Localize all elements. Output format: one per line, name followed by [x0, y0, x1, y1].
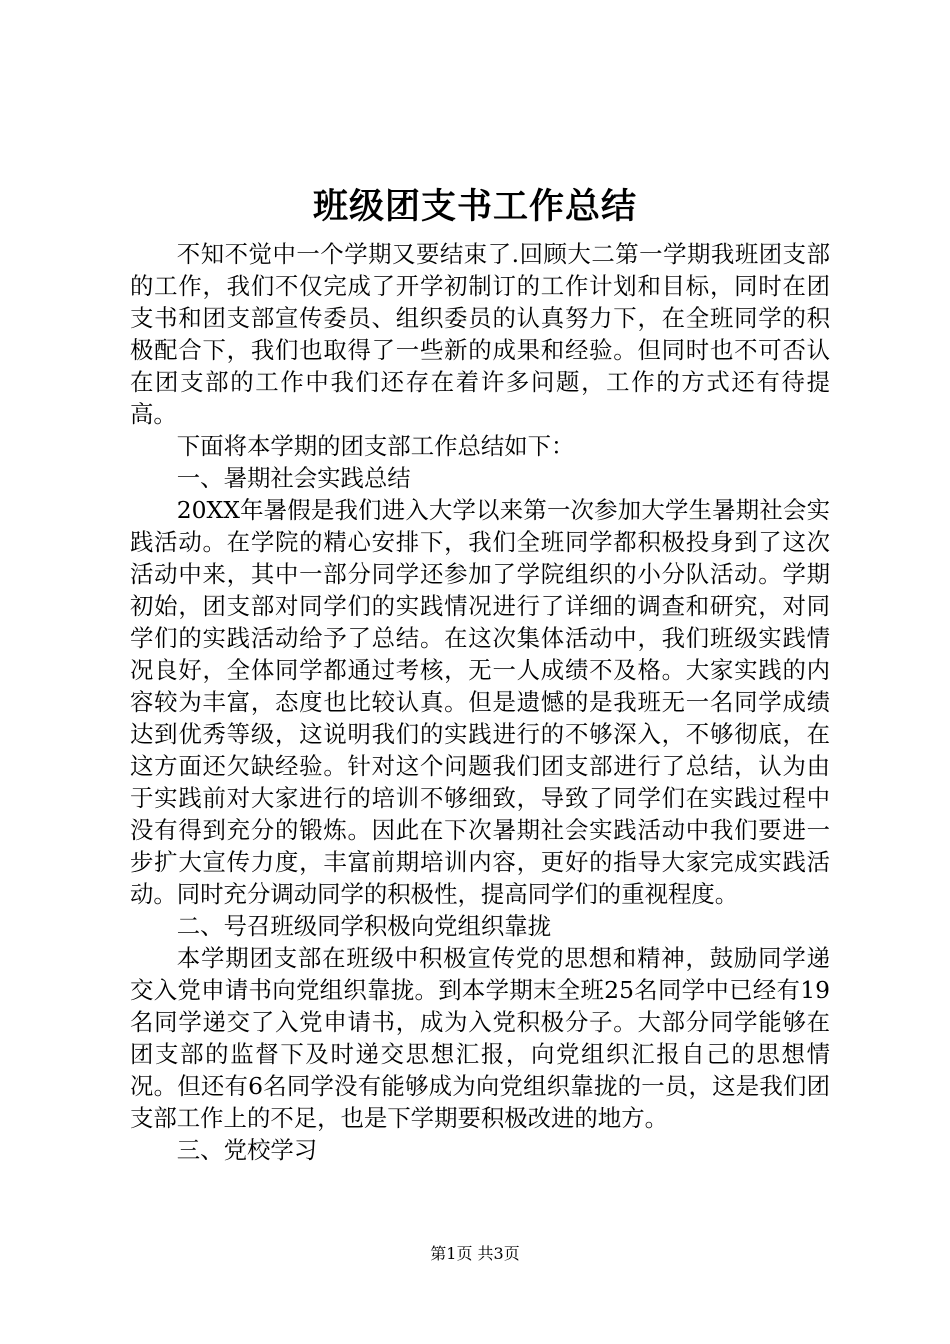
paragraph-section-2: 本学期团支部在班级中积极宣传党的思想和精神，鼓励同学递交入党申请书向党组织靠拢。到本学期末全班25名同学中已经有19名同学递交了入党申请书，成为入党积极分子。大部分同学能够在团支部的监督下及时递交思想汇报，向党组织汇报自己的思想情况。但还有6名同学没有能够成为向党组织靠拢的一员，这是我们团支部工作上的不足，也是下学期要积极改进的地方。 [130, 944, 830, 1132]
section-heading-3: 三、党校学习 [176, 1136, 318, 1164]
paragraph-summary-lead: 下面将本学期的团支部工作总结如下： [176, 432, 575, 460]
page-footer: 第1页 共3页 [430, 1244, 520, 1263]
document-body [130, 238, 830, 1166]
paragraph-section-1: 20XX年暑假是我们进入大学以来第一次参加大学生暑期社会实践活动。在学院的精心安排下，我们全班同学都积极投身到了这次活动中来，其中一部分同学还参加了学院组织的小分队活动。学期初始，团支部对同学们的实践情况进行了详细的调查和研究，对同学们的实践活动给予了总结。在这次集体活动中，我们班级实践情况良好，全体同学都通过考核，无一人成绩不及格。大家实践的内容较为丰富，态度也比较认真。但是遗憾的是我班无一名同学成绩达到优秀等级，这说明我们的实践进行的不够深入，不够彻底，在这方面还欠缺经验。针对这个问题我们团支部进行了总结，认为由于实践前对大家进行的培训不够细致，导致了同学们在实践过程中没有得到充分的锻炼。因此在下次暑期社会实践活动中我们要进一步扩大宣传力度，丰富前期培训内容，更好的指导大家完成实践活动。同时充分调动同学的积极性，提高同学们的重视程度。 [130, 496, 830, 908]
section-heading-2: 二、号召班级同学积极向党组织靠拢 [176, 912, 552, 940]
document-title: 班级团支书工作总结 [312, 186, 637, 227]
paragraph-intro: 不知不觉中一个学期又要结束了.回顾大二第一学期我班团支部的工作，我们不仅完成了开学初制订的工作计划和目标，同时在团支书和团支部宣传委员、组织委员的认真努力下，在全班同学的积极配合下，我们也取得了一些新的成果和经验。但同时也不可否认在团支部的工作中我们还存在着许多问题，工作的方式还有待提高。 [130, 240, 830, 428]
section-heading-1: 一、暑期社会实践总结 [176, 464, 411, 492]
